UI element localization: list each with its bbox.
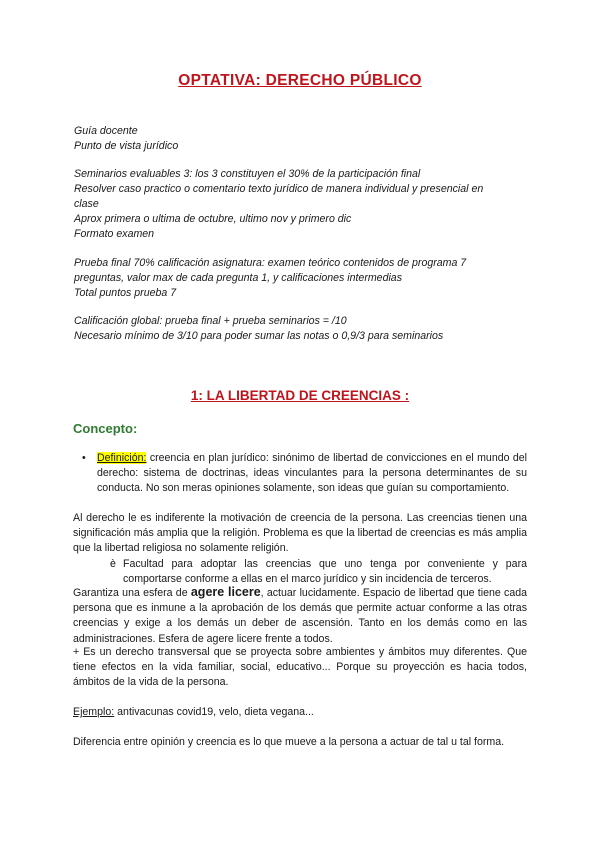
calificacion-block bbox=[74, 314, 534, 344]
diferencia-paragraph: Diferencia entre opinión y creencia es lo que mueve a la persona a actuar de tal u tal forma. bbox=[73, 736, 505, 748]
ejemplo-label: Ejemplo: bbox=[73, 706, 115, 718]
prueba-line: Prueba final 70% calificación asignatura: examen teórico contenidos de programa 7 bbox=[74, 257, 467, 269]
garantiza-paragraph bbox=[73, 585, 527, 647]
prueba-line: preguntas, valor max de cada pregunta 1, y calificaciones intermedias bbox=[74, 272, 402, 284]
prueba-line: Total puntos prueba 7 bbox=[74, 287, 177, 299]
seminarios-line: Formato examen bbox=[74, 228, 155, 240]
calificacion-line: Necesario mínimo de 3/10 para poder sumar las notas o 0,9/3 para seminarios bbox=[74, 330, 444, 342]
definicion-text: creencia en plan jurídico: sinónimo de libertad de convicciones en el mundo del derecho: sistema de doctrinas, ideas vinculantes para la persona determinantes de su conducta. No son meras opiniones solamente, son ideas que guían su comportamiento. bbox=[97, 452, 527, 495]
seminarios-line: clase bbox=[74, 198, 99, 210]
prueba-block bbox=[74, 256, 534, 301]
calificacion-line: Calificación global: prueba final + prueba seminarios = /10 bbox=[74, 315, 347, 327]
intro-line: Guía docente bbox=[74, 125, 138, 137]
seminarios-line: Aprox primera o ultima de octubre, ultimo nov y primero dic bbox=[74, 213, 352, 225]
agere-licere-term: agere licere bbox=[190, 585, 261, 599]
section-title: 1: LA LIBERTAD DE CREENCIAS : bbox=[190, 388, 410, 403]
intro-line: Punto de vista jurídico bbox=[74, 140, 179, 152]
derecho-paragraph: Al derecho le es indiferente la motivación de creencia de la persona. Las creencias tienen una significación más amplia que la religión. Problema es que la libertad de creencias es más amplia que la libertad religiosa no solamente religión. bbox=[73, 512, 527, 555]
arrow-marker: è bbox=[110, 558, 116, 570]
bullet-marker: • bbox=[82, 452, 86, 464]
document-title: OPTATIVA: DERECHO PÚBLICO bbox=[178, 72, 422, 89]
ejemplo-paragraph bbox=[73, 705, 527, 720]
transversal-paragraph: + Es un derecho transversal que se proyecta sobre ambientes y ámbitos muy diferentes. Que tiene efectos en la vida familiar, social, educativo... Porque su proyección es hacia todos, ámbitos de la vida de la persona. bbox=[73, 646, 527, 689]
garantiza-post: , actuar lucidamente. Espacio de libertad que tiene cada persona que es inmune a la aprobación de los demás que permite actuar conforme a las otras creencias y exige a los demás un deber de ascensión. Tanto en los demás como en las administraciones. Esfera de agere licere frente a todos. bbox=[73, 587, 527, 645]
intro-block bbox=[74, 124, 534, 154]
garantiza-pre: Garantiza una esfera de bbox=[73, 587, 191, 599]
facultad-paragraph: Facultad para adoptar las creencias que uno tenga por conveniente y para comportarse conforme a ellas en el marco jurídico y sin incidencia de terceros. bbox=[123, 558, 527, 586]
ejemplo-text: antivacunas covid19, velo, dieta vegana... bbox=[114, 706, 314, 718]
concepto-heading: Concepto: bbox=[73, 421, 138, 436]
seminarios-line: Seminarios evaluables 3: los 3 constituyen el 30% de la participación final bbox=[74, 168, 421, 180]
definicion-label: Definición: bbox=[97, 452, 147, 464]
seminarios-block bbox=[74, 167, 534, 242]
definicion-paragraph bbox=[97, 451, 527, 497]
seminarios-line: Resolver caso practico o comentario texto jurídico de manera individual y presencial en bbox=[74, 183, 484, 195]
